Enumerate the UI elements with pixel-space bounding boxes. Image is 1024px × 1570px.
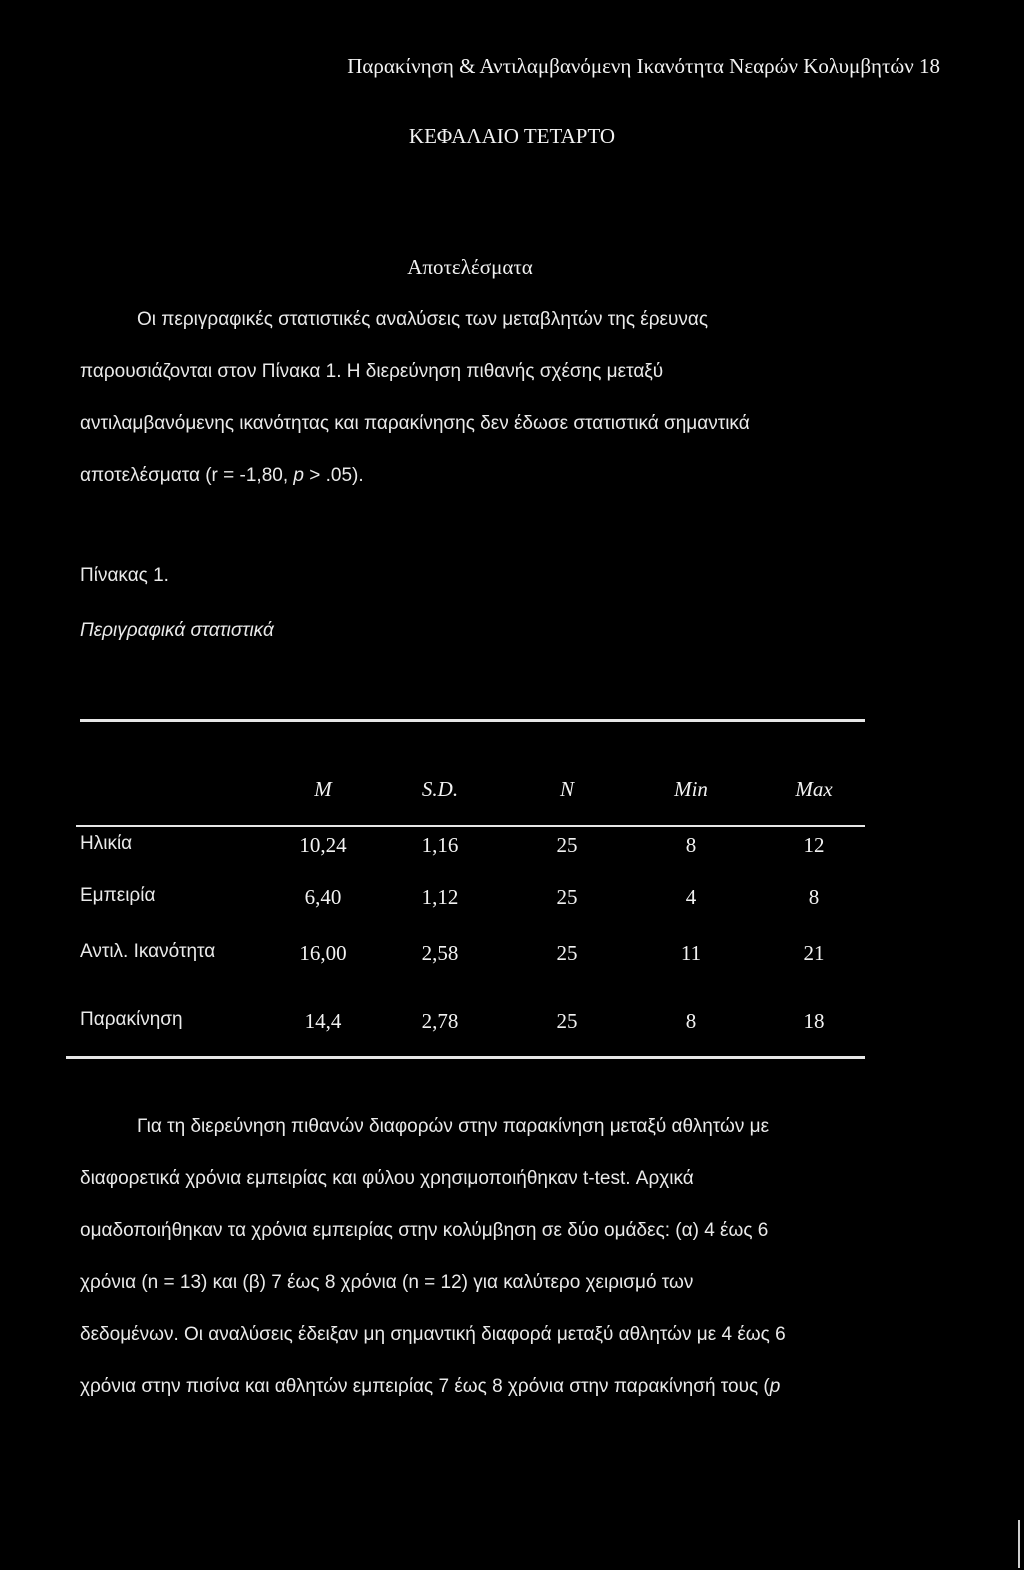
table-label: Πίνακας 1. <box>80 565 169 586</box>
p-symbol: p <box>769 1376 781 1397</box>
cell-min: 4 <box>685 885 697 909</box>
paragraph-line: ομαδοποιήθηκαν τα χρόνια εμπειρίας στην κολύμβηση σε δύο ομάδες: (α) 4 έως 6 <box>80 1220 769 1241</box>
table-top-rule <box>80 719 865 722</box>
column-header-max: Max <box>795 777 833 801</box>
column-header-m: M <box>314 777 332 801</box>
cell-m: 6,40 <box>304 885 342 909</box>
paragraph-line: χρόνια στην πισίνα και αθλητών εμπειρίας 7 έως 8 χρόνια στην παρακίνησή τους ( <box>80 1376 770 1397</box>
paragraph-line: Οι περιγραφικές στατιστικές αναλύσεις των μεταβλητών της έρευνας <box>137 309 709 330</box>
results-paragraph <box>80 294 860 502</box>
paragraph-line: δεδομένων. Οι αναλύσεις έδειξαν μη σημαντική διαφορά μεταξύ αθλητών με 4 έως 6 <box>80 1324 786 1345</box>
cell-max: 8 <box>808 885 820 909</box>
row-label: Παρακίνηση <box>80 1009 183 1030</box>
paragraph-line: χρόνια (n = 13) και (β) 7 έως 8 χρόνια (n = 12) για καλύτερο χειρισμό των <box>80 1272 694 1293</box>
cell-min: 8 <box>685 833 697 857</box>
paragraph-line: Για τη διερεύνηση πιθανών διαφορών στην παρακίνηση μεταξύ αθλητών με <box>137 1116 770 1137</box>
page-number: 18 <box>919 54 940 78</box>
cell-m: 14,4 <box>304 1009 342 1033</box>
cell-m: 16,00 <box>299 941 347 965</box>
row-label: Αντιλ. Ικανότητα <box>80 941 216 962</box>
table-bottom-rule <box>66 1056 865 1059</box>
paragraph-line: διαφορετικά χρόνια εμπειρίας και φύλου χρησιμοποιήθηκαν t-test. Αρχικά <box>80 1168 694 1189</box>
paragraph-line: παρουσιάζονται στον Πίνακα 1. Η διερεύνηση πιθανής σχέσης μεταξύ <box>80 361 664 382</box>
cell-min: 11 <box>680 941 702 965</box>
ttest-paragraph <box>80 1101 860 1413</box>
column-header-min: Min <box>674 777 708 801</box>
p-symbol: p <box>293 465 304 486</box>
cell-n: 25 <box>556 1009 578 1033</box>
cell-sd: 2,58 <box>421 941 459 965</box>
cell-sd: 2,78 <box>421 1009 459 1033</box>
cell-n: 25 <box>556 885 578 909</box>
row-label: Εμπειρία <box>80 885 156 906</box>
paragraph-line: > .05). <box>303 465 364 486</box>
cell-sd: 1,12 <box>421 885 459 909</box>
cell-max: 18 <box>803 1009 825 1033</box>
margin-bar <box>1018 1520 1020 1568</box>
cell-min: 8 <box>685 1009 697 1033</box>
paragraph-line: αποτελέσματα (r = -1,80, <box>80 465 294 486</box>
cell-n: 25 <box>556 941 578 965</box>
row-label: Ηλικία <box>80 833 133 854</box>
running-title: Παρακίνηση & Αντιλαμβανόμενη Ικανότητα Νεαρών Κολυμβητών <box>347 54 914 78</box>
cell-max: 21 <box>803 941 825 965</box>
cell-sd: 1,16 <box>421 833 459 857</box>
section-title: Αποτελέσματα <box>407 255 533 279</box>
column-header-sd: S.D. <box>421 777 459 801</box>
table-title: Περιγραφικά στατιστικά <box>80 620 274 641</box>
paragraph-line: αντιλαμβανόμενης ικανότητας και παρακίνησης δεν έδωσε στατιστικά σημαντικά <box>80 413 750 434</box>
column-header-n: N <box>559 777 574 801</box>
cell-n: 25 <box>556 833 578 857</box>
cell-max: 12 <box>803 833 825 857</box>
running-header <box>0 54 940 79</box>
cell-m: 10,24 <box>299 833 347 857</box>
table-header-rule <box>76 825 865 827</box>
chapter-title: ΚΕΦΑΛΑΙΟ ΤΕΤΑΡΤΟ <box>408 124 616 148</box>
